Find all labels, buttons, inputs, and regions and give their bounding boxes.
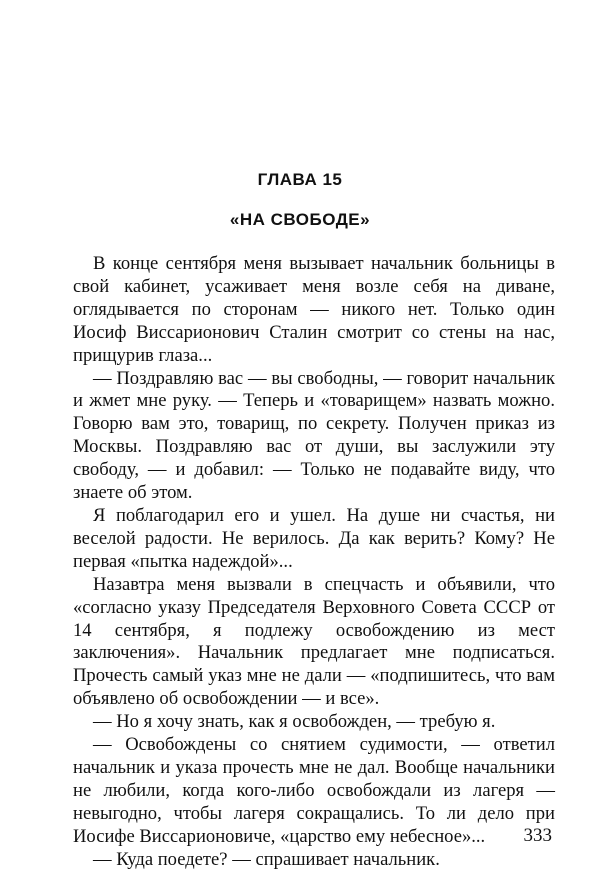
paragraph: — Но я хочу знать, как я освобожден, — требую я. (93, 711, 496, 733)
paragraph: В конце сентября меня вызывает начальник больницы в свой кабинет, усаживает меня возле себя на диване, оглядывается по сторонам — никого нет. Только один Иосиф Виссарионович Сталин смотрит со стены на нас, прищурив глаза... (73, 253, 555, 366)
paragraph: — Поздравляю вас — вы свободны, — говорит начальник и жмет мне руку. — Теперь и «товарищем» назвать можно. Говорю вам это, товарищ, по секрету. Получен приказ из Москвы. Поздравляю вас от души, вы заслужили эту свободу, — и добавил: — Только не подавайте виду, что знаете об этом. (73, 367, 555, 504)
paragraph: — Освобождены со снятием судимости, — ответил начальник и указа прочесть мне не дал. Вообще начальники не любили, когда кого-либо освобождали из лагеря — невыгодно, чтобы лагеря сокращались. То ли дело при Иосифе Виссарионовиче, «царство ему небесное»... (73, 734, 555, 847)
paragraph: Я поблагодарил его и ушел. На душе ни счастья, ни веселой радости. Не верилось. Да как верить? Кому? Не первая «пытка надеждой»... (73, 504, 555, 572)
page-number: 333 (523, 825, 552, 846)
chapter-title: ГЛАВА 15 (257, 170, 343, 189)
chapter-subtitle: «НА СВОБОДЕ» (229, 210, 371, 229)
paragraph: — Куда поедете? — спрашивает начальник. (93, 848, 440, 870)
paragraph: Назавтра меня вызвали в спецчасть и объявили, что «согласно указу Председателя Верховного Совета СССР от 14 сентября, я подлежу освобождению из мест заключения». Начальник предлагает мне подписаться. Прочесть самый указ мне не дали — «подпишитесь, что вам объявлено об освобождении — и все». (73, 573, 555, 710)
body-text (73, 253, 555, 871)
